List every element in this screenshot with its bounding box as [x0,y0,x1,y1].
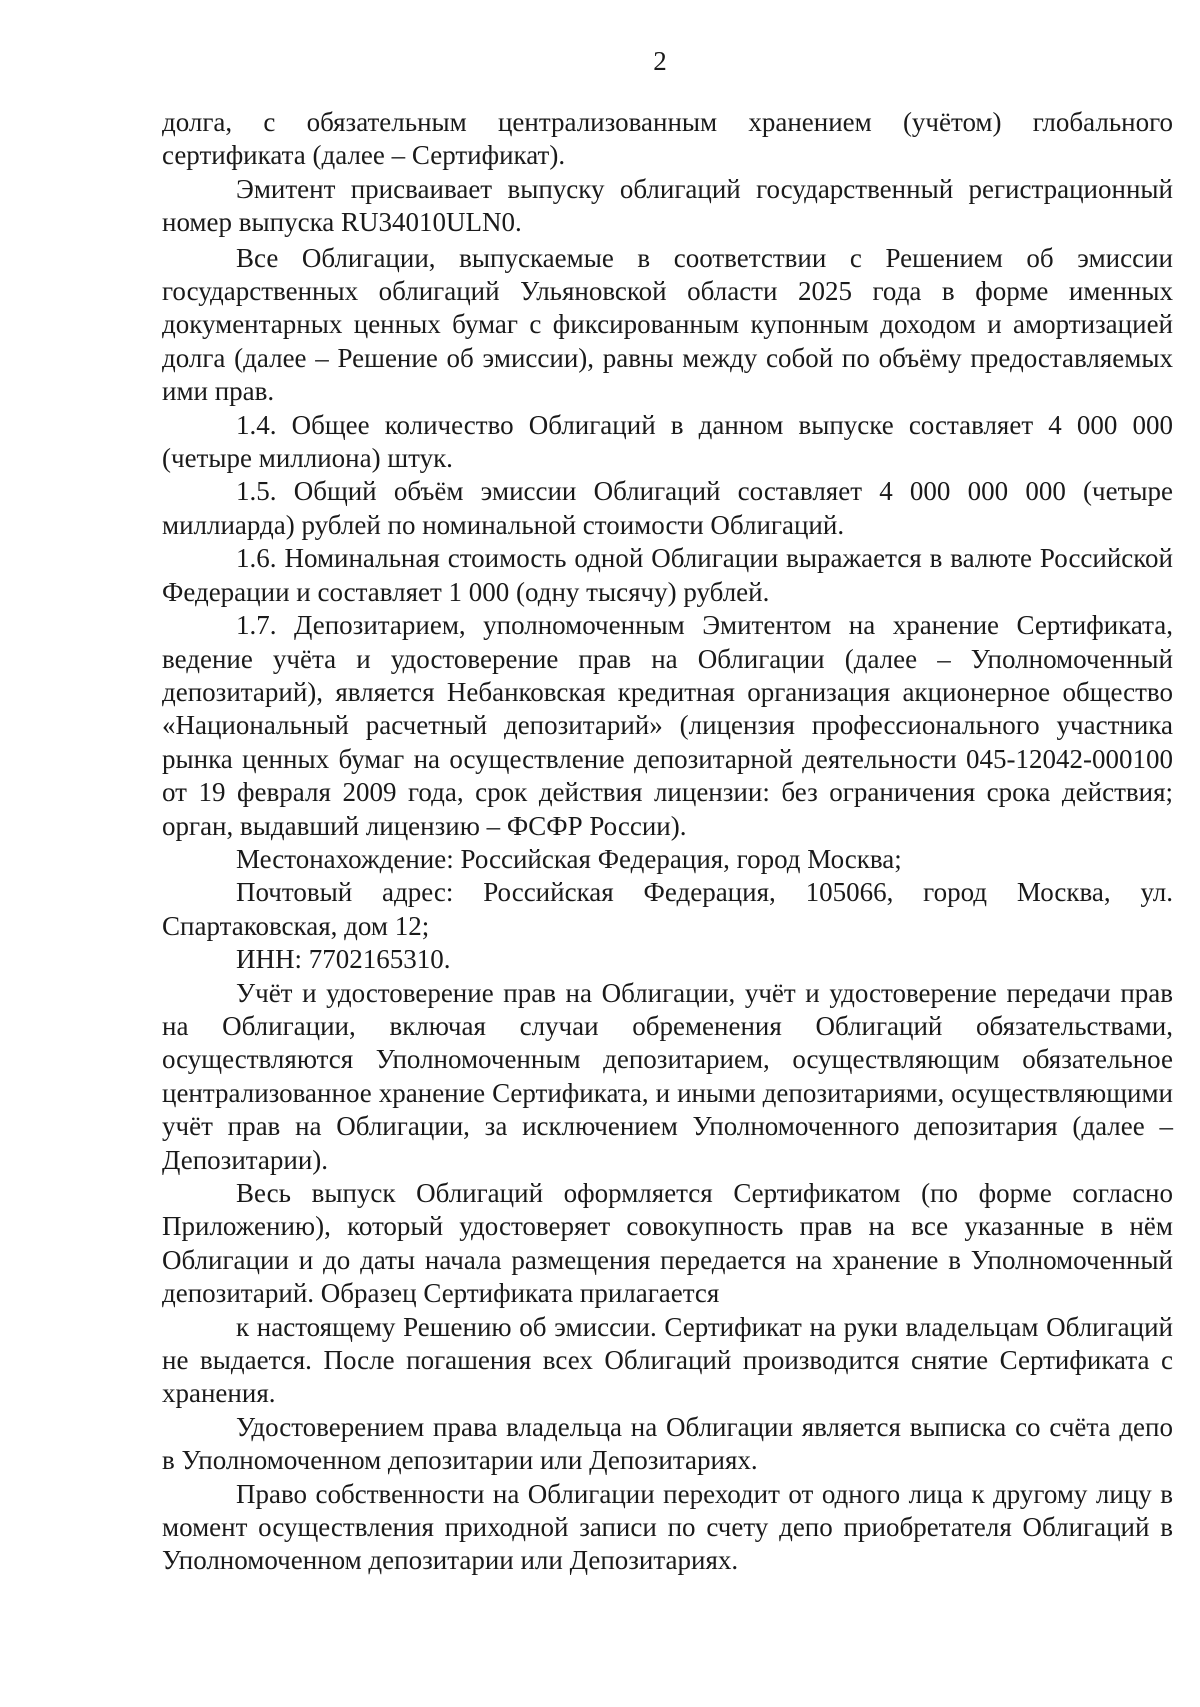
paragraph-registration-number: Эмитент присваивает выпуску облигаций государственный регистрационный номер выпуска RU34010ULN0. [162,173,1173,238]
paragraph-1-7-depository: 1.7. Депозитарием, уполномоченным Эмитентом на хранение Сертификата, ведение учёта и удостоверение прав на Облигации (далее – Уполномоченный депозитарий), является Небанковская кредитная организация акционерное общество «Национальный расчетный депозитарий» (лицензия профессионального участника рынка ценных бумаг на осуществление депозитарной деятельности 045-12042-000100 от 19 февраля 2009 года, срок действия лицензии: без ограничения срока действия; орган, выдавший лицензию – ФСФР России). [162,610,1173,841]
paragraph-1-6-nominal: 1.6. Номинальная стоимость одной Облигации выражается в валюте Российской Федерации и составляет 1 000 (одну тысячу) рублей. [162,543,1173,607]
paragraph-postal-address: Почтовый адрес: Российская Федерация, 105066, город Москва, ул. Спартаковская, дом 12; [162,877,1173,941]
paragraph-1-4-quantity: 1.4. Общее количество Облигаций в данном выпуске составляет 4 000 000 (четыре миллиона) штук. [162,409,1173,474]
paragraph-location: Местонахождение: Российская Федерация, город Москва; [236,843,902,874]
paragraph-ownership-proof: Удостоверением права владельца на Облигации является выписка со счёта депо в Уполномоченном депозитарии или Депозитариях. [162,1411,1173,1476]
paragraph-certificate-issue: Весь выпуск Облигаций оформляется Сертификатом (по форме согласно Приложению), который удостоверяет совокупность прав на все указанные в нём Облигации и до даты начала размещения передается на хранение в Уполномоченный депозитарий. Образец Сертификата прилагается [162,1178,1173,1309]
paragraph-certificate-storage: долга, с обязательным централизованным хранением (учётом) глобального сертификата (далее – Сертификат). [162,107,1173,171]
paragraph-1-5-volume: 1.5. Общий объём эмиссии Облигаций составляет 4 000 000 000 (четыре миллиарда) рублей по номинальной стоимости Облигаций. [162,476,1173,540]
document-body [162,106,1173,1578]
paragraph-equal-rights: Все Облигации, выпускаемые в соответствии с Решением об эмиссии государственных облигаций Ульяновской области 2025 года в форме именных документарных ценных бумаг с фиксированным купонным доходом и амортизацией долга (далее – Решение об эмиссии), равны между собой по объёму предоставляемых ими прав. [162,242,1173,407]
paragraph-rights-accounting: Учёт и удостоверение прав на Облигации, учёт и удостоверение передачи прав на Облигации, включая случаи обременения Облигаций обязательствами, осуществляются Уполномоченным депозитарием, осуществляющим обязательное централизованное хранение Сертификата, и иными депозитариями, осуществляющими учёт прав на Облигации, за исключением Уполномоченного депозитария (далее – Депозитарии). [162,977,1173,1175]
paragraph-inn: ИНН: 7702165310. [236,944,451,975]
paragraph-certificate-holders: к настоящему Решению об эмиссии. Сертификат на руки владельцам Облигаций не выдается. После погашения всех Облигаций производится снятие Сертификата с хранения. [162,1311,1173,1409]
page-number: 2 [653,46,667,76]
paragraph-ownership-transfer: Право собственности на Облигации переходит от одного лица к другому лицу в момент осуществления приходной записи по счету депо приобретателя Облигаций в Уполномоченном депозитарии или Депозитариях. [162,1478,1173,1576]
